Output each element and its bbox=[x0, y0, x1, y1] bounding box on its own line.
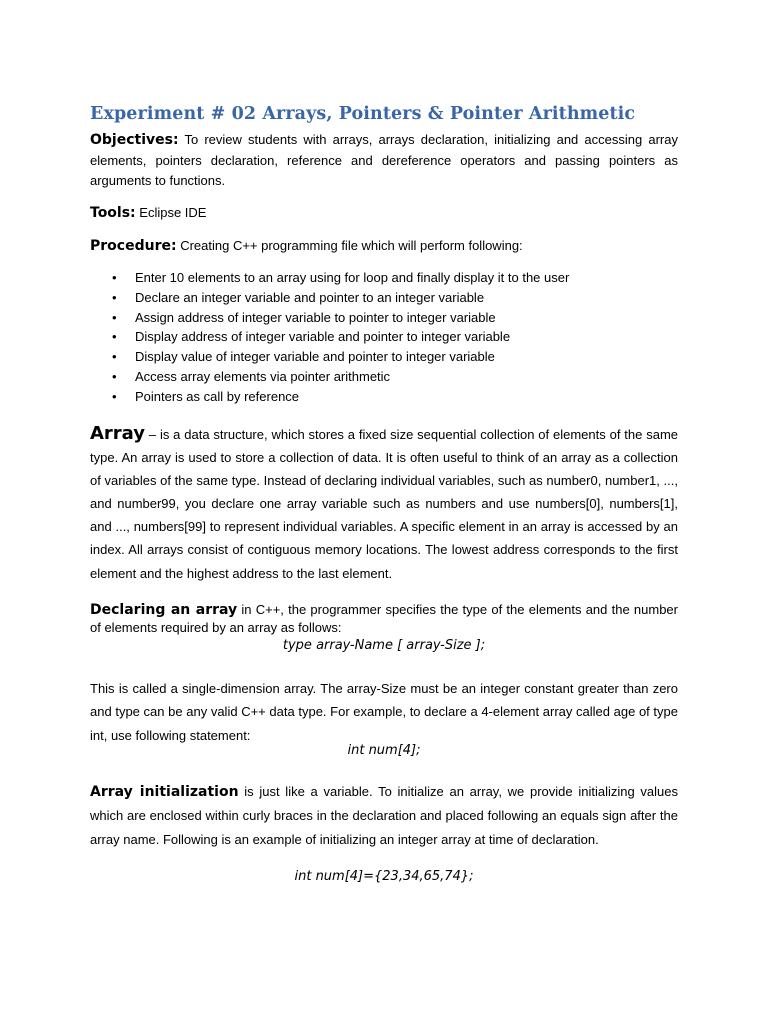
tools-label: Tools: bbox=[90, 205, 136, 221]
list-item-text: Access array elements via pointer arithmetic bbox=[135, 368, 391, 384]
procedure-paragraph bbox=[90, 236, 678, 256]
array-definition-paragraph bbox=[90, 422, 678, 585]
list-item-text: Declare an integer variable and pointer to an integer variable bbox=[135, 289, 485, 305]
bullet-icon: • bbox=[112, 309, 117, 325]
bullet-icon: • bbox=[112, 368, 117, 384]
list-item bbox=[90, 347, 678, 367]
declaring-paragraph bbox=[90, 601, 678, 636]
list-item bbox=[90, 288, 678, 308]
bullet-icon: • bbox=[112, 388, 117, 404]
declaration-code: type array-Name [ array-Size ]; bbox=[282, 638, 486, 653]
tools-text: Eclipse IDE bbox=[135, 205, 207, 220]
list-item bbox=[90, 367, 678, 387]
list-item bbox=[90, 327, 678, 347]
list-item-text: Display address of integer variable and pointer to integer variable bbox=[135, 329, 511, 345]
objectives-text: To review students with arrays, arrays declaration, initializing and accessing array elements, pointers declaration, reference and dereference operators and passing pointers as arguments to functions. bbox=[90, 132, 678, 188]
list-item bbox=[90, 308, 678, 328]
initialization-code: int num[4]={23,34,65,74}; bbox=[294, 869, 474, 884]
list-item-text: Enter 10 elements to an array using for loop and finally display it to the user bbox=[135, 270, 570, 285]
procedure-list bbox=[90, 268, 678, 407]
list-item-text: Assign address of integer variable to pointer to integer variable bbox=[135, 309, 496, 325]
list-item bbox=[90, 268, 678, 288]
procedure-label: Procedure: bbox=[90, 238, 177, 254]
declaring-label: Declaring an array bbox=[90, 602, 238, 618]
array-label: Array bbox=[90, 423, 146, 444]
bullet-icon: • bbox=[112, 289, 117, 305]
objectives-label: Objectives: bbox=[90, 132, 179, 148]
single-dimension-code: int num[4]; bbox=[347, 743, 421, 758]
bullet-icon: • bbox=[112, 349, 117, 365]
initialization-paragraph bbox=[90, 780, 678, 851]
objectives-paragraph bbox=[90, 130, 678, 192]
initialization-label: Array initialization bbox=[90, 784, 239, 800]
procedure-text: Creating C++ programming file which will perform following: bbox=[176, 238, 523, 253]
document-title: Experiment # 02 Arrays, Pointers & Pointer Arithmetic bbox=[90, 104, 636, 124]
bullet-icon: • bbox=[112, 329, 117, 345]
array-definition-text: – is a data structure, which stores a fixed size sequential collection of elements of the same type. An array is used to store a collection of data. It is often useful to think of an array as a collection of variables of the same type. Instead of declaring individual variables, such as number0, number1, ..., and number99, you declare one array variable such as numbers and use numbers[0], numbers[1], and ..., numbers[99] to represent individual variables. A specific element in an array is accessed by an index. All arrays consist of contiguous memory locations. The lowest address corresponds to the first element and the highest address to the last element. bbox=[90, 427, 678, 581]
initialization-text: is just like a variable. To initialize an array, we provide initializing values which are enclosed within curly braces in the declaration and placed following an equals sign after the array name. Following is an example of initializing an integer array at time of declaration. bbox=[90, 784, 678, 847]
declaring-text: in C++, the programmer specifies the type of the elements and the number of elements required by an array as follows: bbox=[90, 602, 678, 635]
list-item-text: Pointers as call by reference bbox=[135, 388, 300, 404]
list-item bbox=[90, 387, 678, 407]
tools-paragraph bbox=[90, 203, 678, 223]
list-item-text: Display value of integer variable and pointer to integer variable bbox=[135, 349, 495, 365]
bullet-icon: • bbox=[112, 270, 117, 285]
single-dimension-paragraph: This is called a single-dimension array. The array-Size must be an integer constant greater than zero and type can be any valid C++ data type. For example, to declare a 4-element array called age of type int, use following statement: bbox=[90, 681, 678, 743]
